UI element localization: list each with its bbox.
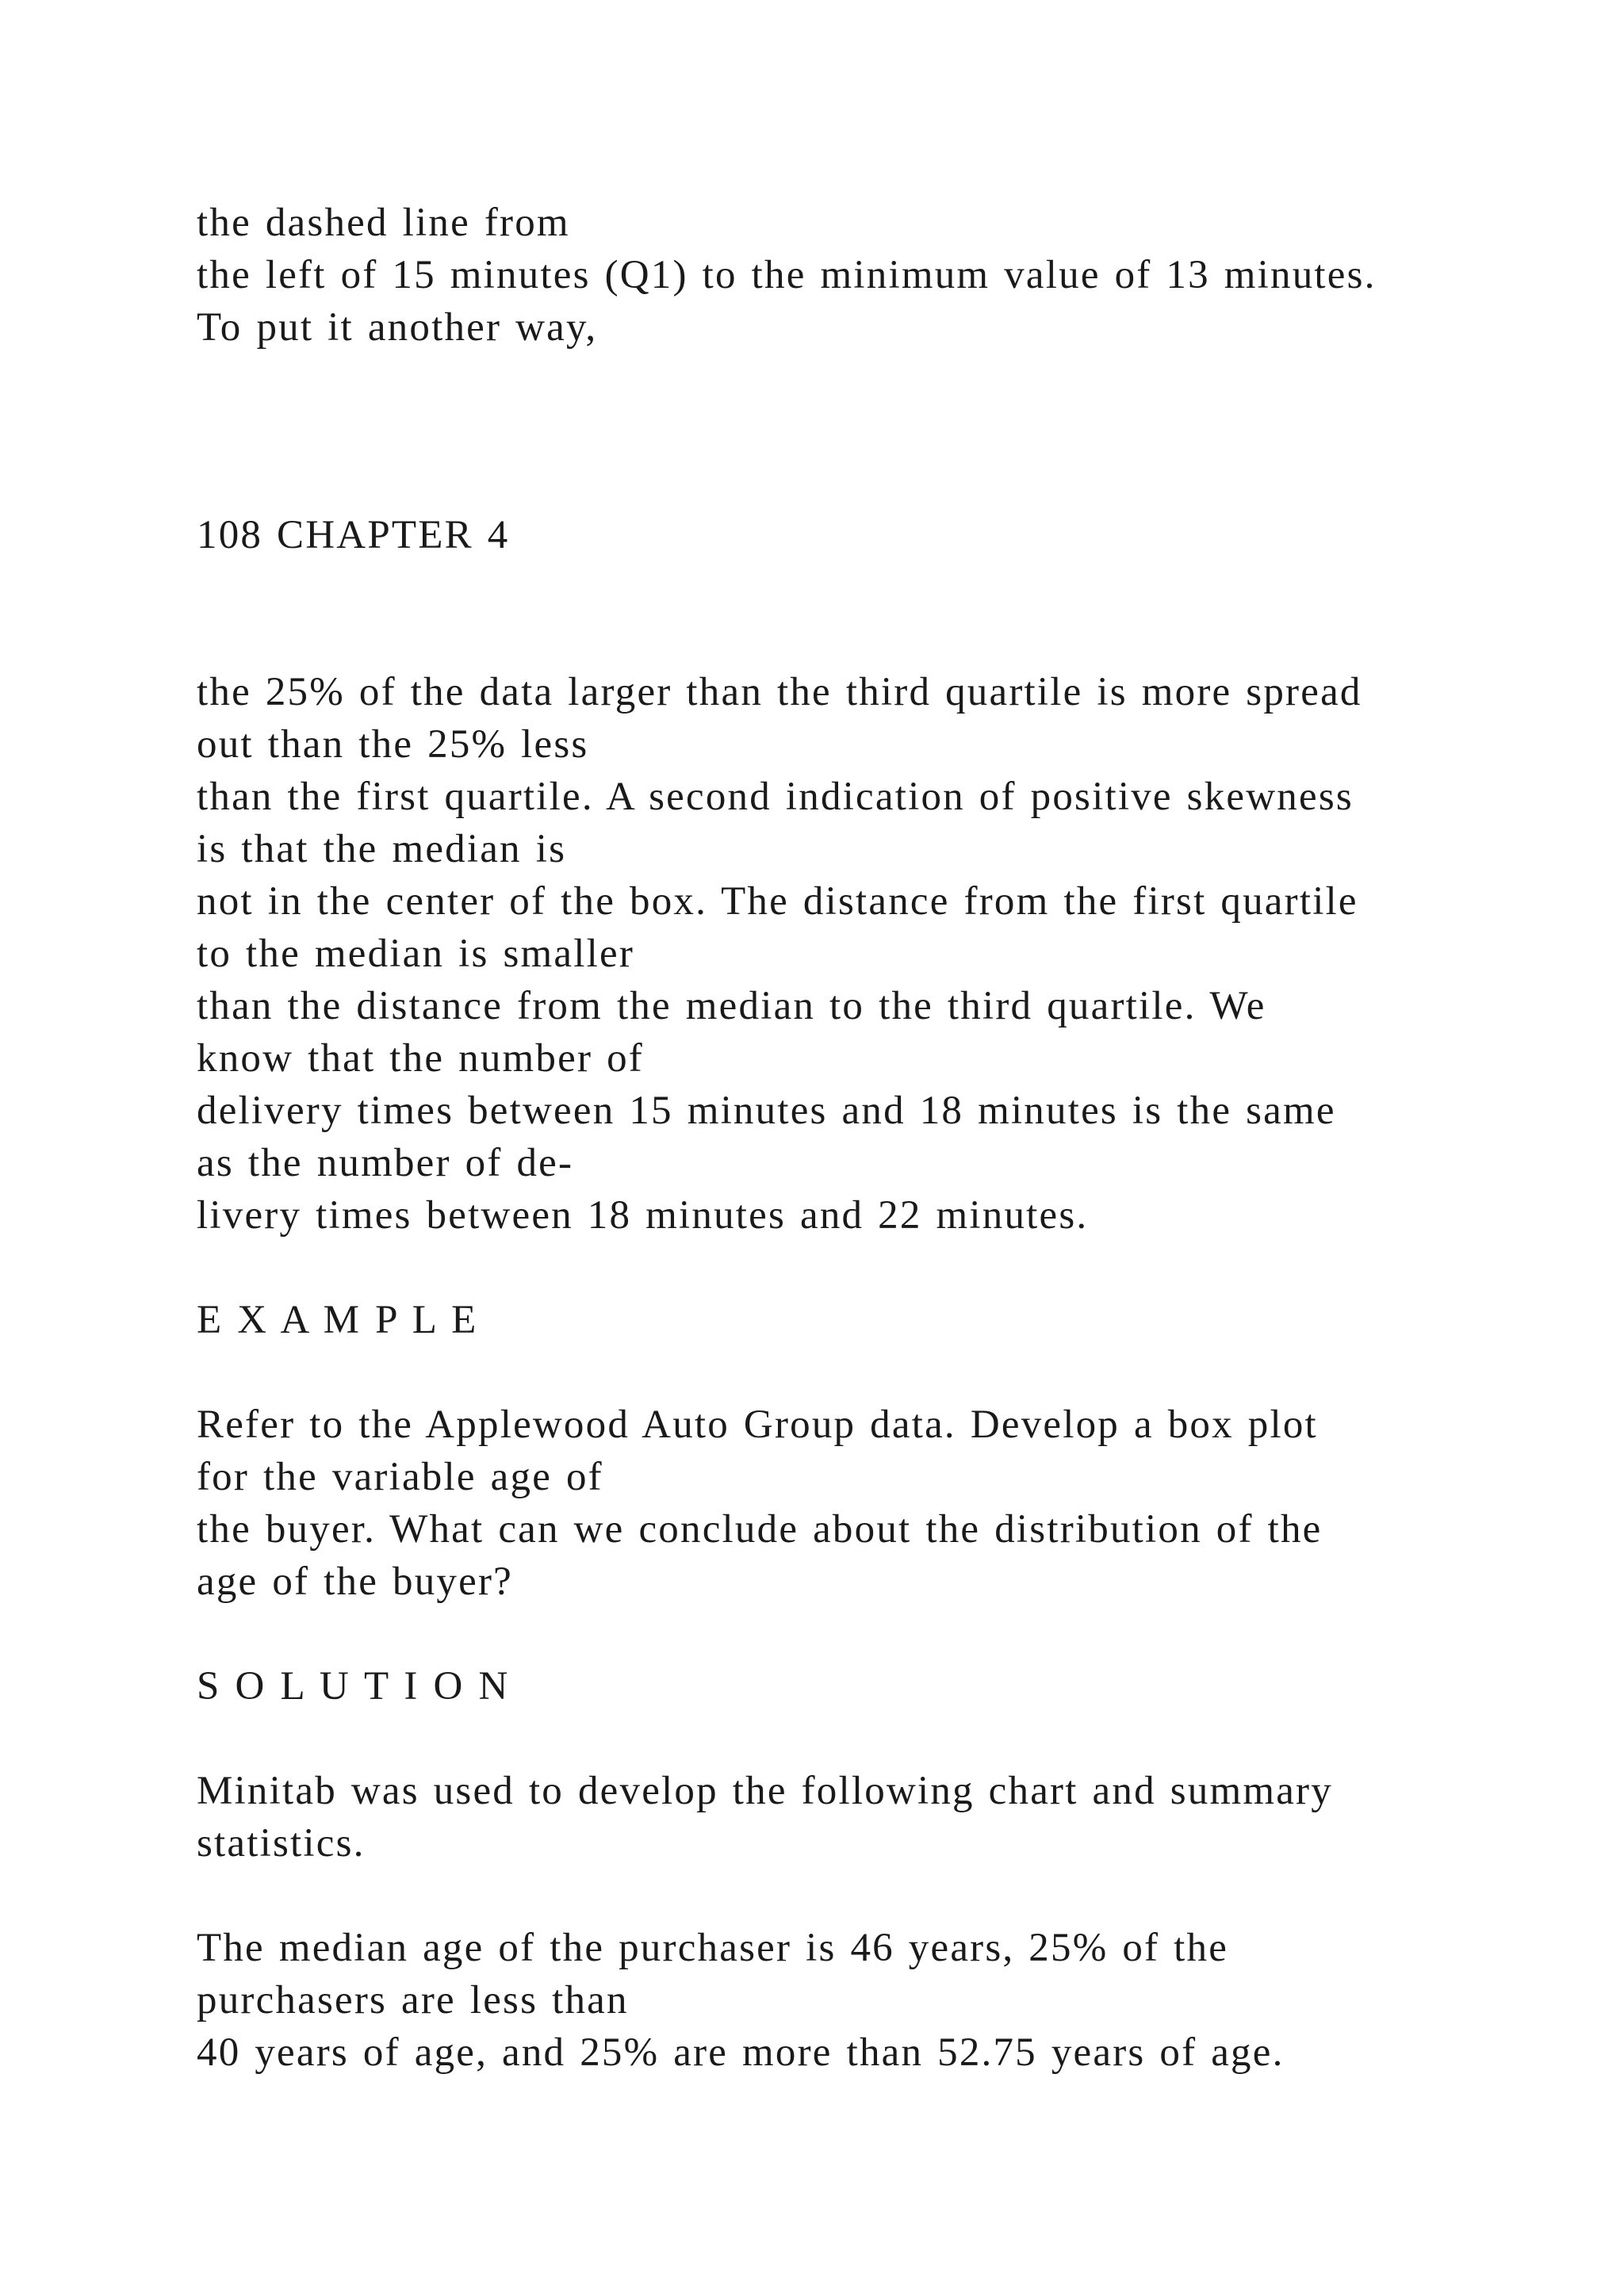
text-line: 40 years of age, and 25% are more than 52.75 years of age. xyxy=(197,2030,1285,2075)
text-line: age of the buyer? xyxy=(197,1559,513,1604)
text-line: the 25% of the data larger than the third quartile is more spread xyxy=(197,670,1362,714)
text-line: than the distance from the median to the third quartile. We xyxy=(197,984,1266,1028)
text-line: statistics. xyxy=(197,1821,366,1866)
text-line: than the first quartile. A second indication of positive skewness xyxy=(197,775,1354,819)
text-line: Minitab was used to develop the following chart and summary xyxy=(197,1769,1333,1813)
text-line: for the variable age of xyxy=(197,1455,603,1499)
example-heading: E X A M P L E xyxy=(197,1298,478,1342)
text-line: not in the center of the box. The distance from the first quartile xyxy=(197,879,1358,924)
text-line: as the number of de- xyxy=(197,1141,574,1185)
text-line: Refer to the Applewood Auto Group data. Develop a box plot xyxy=(197,1402,1318,1447)
text-line: to the median is smaller xyxy=(197,932,635,976)
text-line: is that the median is xyxy=(197,827,567,871)
text-line: To put it another way, xyxy=(197,305,598,350)
text-line: purchasers are less than xyxy=(197,1978,629,2022)
text-line: the buyer. What can we conclude about the distribution of the xyxy=(197,1507,1323,1552)
text-line: out than the 25% less xyxy=(197,722,589,767)
text-line: The median age of the purchaser is 46 years, 25% of the xyxy=(197,1926,1229,1970)
chapter-header: 108 CHAPTER 4 xyxy=(197,513,510,557)
text-line: delivery times between 15 minutes and 18 minutes is the same xyxy=(197,1089,1336,1133)
text-line: the dashed line from xyxy=(197,201,570,245)
text-line: livery times between 18 minutes and 22 minutes. xyxy=(197,1193,1089,1238)
text-line: know that the number of xyxy=(197,1036,644,1081)
solution-heading: S O L U T I O N xyxy=(197,1664,510,1709)
text-line: the left of 15 minutes (Q1) to the minimum value of 13 minutes. xyxy=(197,253,1377,297)
